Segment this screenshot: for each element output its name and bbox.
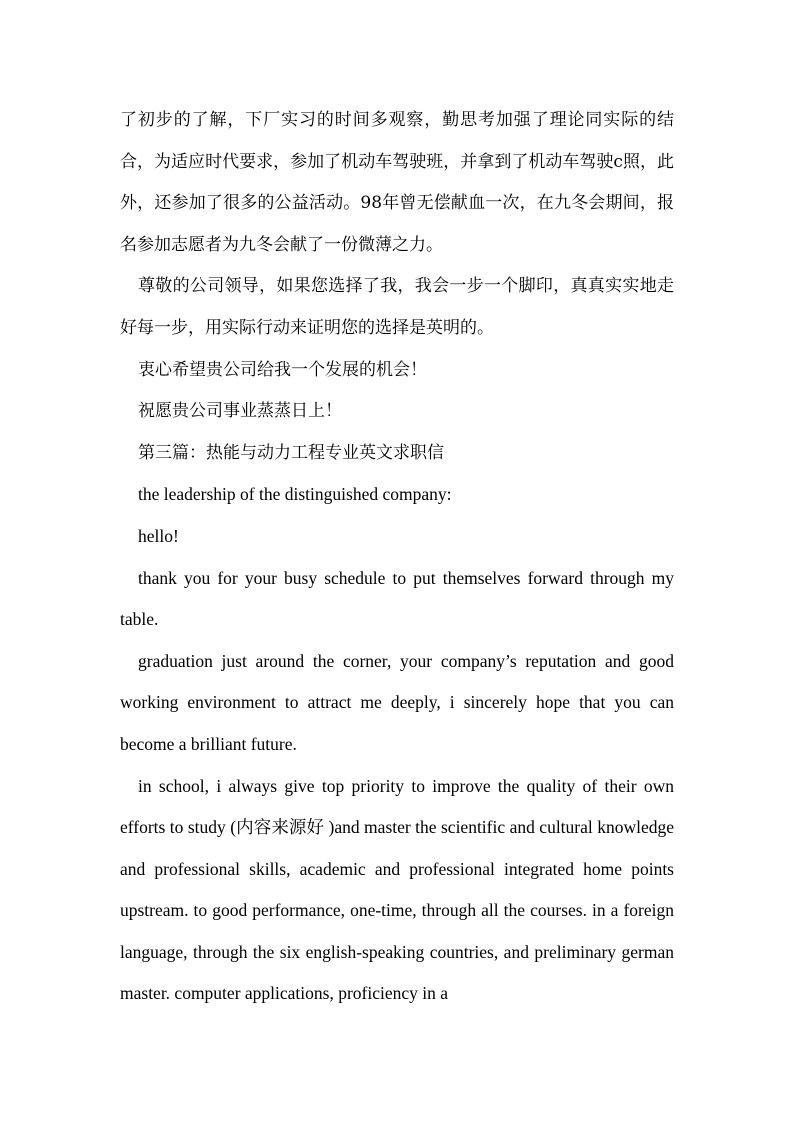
paragraph-experience: 了初步的了解，下厂实习的时间多观察，勤思考加强了理论同实际的结合，为适应时代要求，参加了机动车驾驶班，并拿到了机动车驾驶c照，此外，还参加了很多的公益活动。98年曾无偿献血一次，在九冬会期间，报名参加志愿者为九冬会献了一份微薄之力。: [120, 110, 674, 255]
paragraph-graduation: graduation just around the corner, your company’s reputation and good working environment to attract me deeply, i sincerely hope that you can become a brilliant future.: [120, 650, 674, 754]
paragraph-commitment: 尊敬的公司领导，如果您选择了我，我会一步一个脚印，真真实实地走好每一步，用实际行动来证明您的选择是英明的。: [120, 276, 674, 338]
paragraph-wish: 祝愿贵公司事业蒸蒸日上！: [138, 401, 342, 422]
paragraph-hope: 衷心希望贵公司给我一个发展的机会！: [138, 359, 427, 380]
paragraph-school: in school, i always give top priority to improve the quality of their own efforts to study (内容来源好 )and master the scientific and cultural knowledge and professional skills, academic and professional integrated home points upstream. to good performance, one-time, through all the courses. in a foreign language, through the six english-speaking countries, and preliminary german master. computer applications, proficiency in a: [120, 775, 674, 1004]
paragraph-thanks: thank you for your busy schedule to put themselves forward through my table.: [120, 567, 674, 630]
section-heading: 第三篇：热能与动力工程专业英文求职信: [138, 442, 444, 463]
document-body: [120, 100, 674, 1015]
salutation: the leadership of the distinguished company:: [138, 484, 452, 505]
greeting: hello!: [138, 525, 179, 546]
